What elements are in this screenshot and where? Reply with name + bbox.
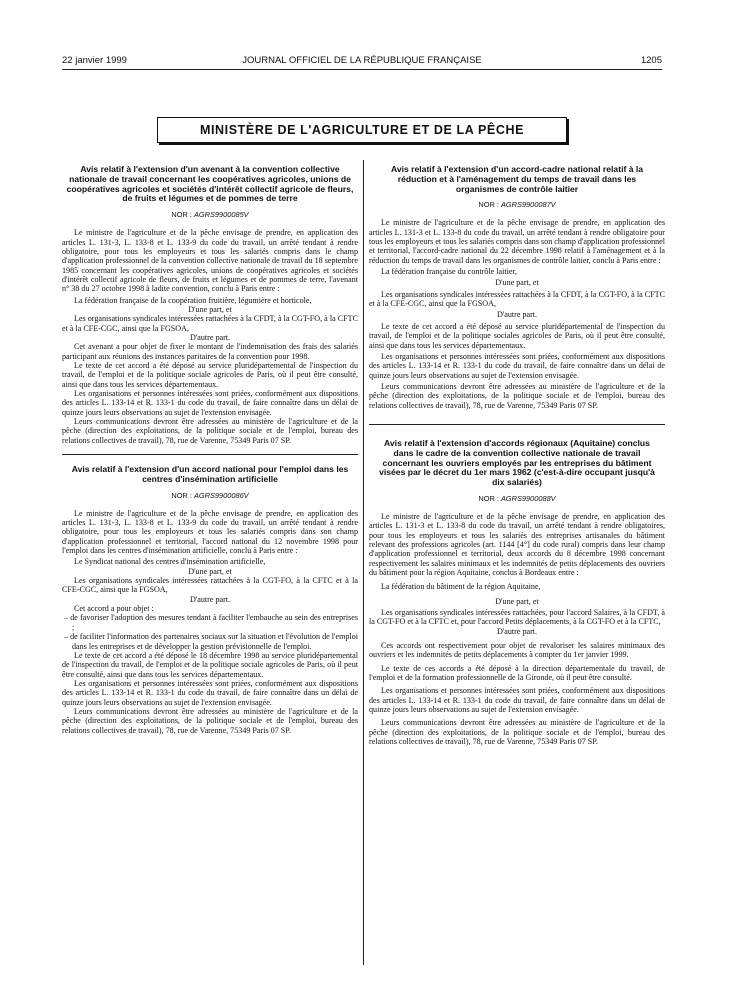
nor-code: AGRS9900088V [500, 493, 556, 503]
paragraph: Leurs communications devront être adressées au ministère de l'agriculture et de la pêche (direction des exploitations, de la politique sociale et de l'emploi, bureau des relations collectives de travail), 78, rue de Varenne, 75349 Paris 07 SP. [369, 381, 665, 410]
paragraph: Les organisations syndicales intéressées rattachées, pour l'accord Salaires, à la CFDT, à la CGT-FO et à la CFTC et, pour l'accord Petits déplacements, à la CGT-FO et à la CFTC, [369, 608, 665, 627]
article-separator [369, 424, 665, 425]
paragraph: Le texte de cet accord a été déposé le 18 décembre 1998 au service pluridépartemental de l'inspection du travail, de l'emploi et de la politique sociale agricoles de Paris, où il peut être consulté, ainsi que dans tous les services départementaux. [62, 650, 358, 679]
paragraph: D'une part, et [188, 304, 232, 314]
nor-label: NOR : [478, 200, 501, 210]
paragraph: Leurs communications devront être adressées au ministère de l'agriculture et de la pêche (direction des exploitations, de la politique sociale et de l'emploi, bureau des relations collectives de travail), 78, rue de Varenne, 75349 Paris 07 SP. [62, 417, 358, 445]
article-title: Avis relatif à l'extension d'un accord-cadre national relatif à la réduction et à l'aménagement du temps de travail dans les organismes de contrôle laitier [390, 164, 644, 194]
paragraph: D'autre part. [496, 626, 538, 636]
paragraph: Les organisations syndicales intéressées rattachées à la CGT-FO, à la CFTC et à la CFE-CGC, ainsi que la FGSOA, [62, 576, 358, 595]
article-title: Avis relatif à l'extension d'un accord national pour l'emploi dans les centres d'insémination artificielle [71, 464, 349, 484]
page-header [62, 55, 662, 69]
paragraph: Cet accord a pour objet : [74, 604, 154, 614]
paragraph: Le texte de ces accords a été déposé à la direction départementale du travail, de l'emploi et de la formation professionnelle de la Gironde, où il peut être consulté. [369, 663, 665, 683]
paragraph: Les organisations et personnes intéressées sont priées, conformément aux dispositions des articles L. 133-14 et R. 133-1 du code du travail, de faire connaître dans un délai de quinze jours leurs observations au sujet de l'extension envisagée. [369, 351, 665, 380]
paragraph: Le ministre de l'agriculture et de la pêche envisage de prendre, en application des articles L. 131-3 et L. 133-8 du code du travail, un arrêté tendant à rendre obligatoire pour tous les employeurs et tous les salariés compris dans son champ d'application professionnel et territorial, l'accord-cadre national du 22 décembre 1998 relatif à l'aménagement et à la réduction du temps de travail dans les organismes de contrôle laitier, conclu à Paris entre : [369, 218, 665, 265]
right-column [369, 165, 665, 746]
paragraph: D'autre part. [189, 332, 231, 342]
paragraph: Le texte de cet accord a été déposé au service pluridépartemental de l'inspection du travail, de l'emploi et de la politique sociales agricoles de Paris, où il peut être consulté, ainsi que dans tous les services départementaux. [369, 321, 665, 350]
column-divider [363, 160, 364, 965]
left-column [62, 165, 358, 735]
nor-label: NOR : [171, 210, 194, 220]
ministry-heading: MINISTÈRE DE L'AGRICULTURE ET DE LA PÊCHE [157, 117, 567, 143]
article-3 [369, 165, 665, 410]
nor-label: NOR : [478, 493, 501, 503]
paragraph: Les organisations syndicales intéressées rattachées à la CFDT, à la CGT-FO, à la CFTC et à la CFE-CGC, ainsi que la FGSOA, [62, 314, 358, 333]
paragraph: D'une part, et [188, 566, 232, 576]
paragraph: Le ministre de l'agriculture et de la pêche envisage de prendre, en application des articles L. 131-3, L. 133-8 et L. 133-9 du code du travail, un arrêté tendant à rendre obligatoire, pour tous les employeurs et tous les salariés compris dans le champ d'application professionnel de la convention collective nationale de travail du 18 septembre 1985 concernant les coopératives agricoles, unions de coopératives agricoles et sociétés d'intérêt collectif agricole de fleurs, de fruits et légumes et de pommes de terre, l'avenant n° 38 du 27 octobre 1998 à ladite convention, conclu à Paris entre : [62, 228, 358, 294]
header-rule [62, 69, 662, 70]
issue-date: 22 janvier 1999 [62, 55, 127, 66]
paragraph: Les organisations et personnes intéressées sont priées, conformément aux dispositions des articles L. 133-14 et R. 133-1 du code du travail, de faire connaître dans un délai de quinze jours leurs observations au sujet de l'extension envisagée. [62, 678, 358, 707]
journal-title: JOURNAL OFFICIEL DE LA RÉPUBLIQUE FRANÇAISE [242, 55, 482, 66]
nor-label: NOR : [171, 490, 194, 500]
paragraph: La fédération française du contrôle laitier, [381, 267, 517, 277]
paragraph: Cet avenant a pour objet de fixer le montant de l'indemnisation des frais des salariés participant aux réunions des instances paritaires de la convention pour 1998. [62, 342, 358, 361]
paragraph: Ces accords ont respectivement pour objet de revaloriser les salaires minimaux des ouvriers et les indemnités de petits déplacements à compter du 1er janvier 1999. [369, 641, 665, 660]
paragraph: La fédération française de la coopération fruitière, légumière et horticole, [74, 295, 312, 305]
paragraph: Le ministre de l'agriculture et de la pêche envisage de prendre, en application des articles L. 131-3 et L. 133-8 du code du travail, un arrêté tendant à rendre obligatoires, pour tous les employeurs et tous les salariés des entreprises artisanales du bâtiment relevant des professions agricoles (art. 1144 [4°] du code rural) compris dans leur champ d'application professionnel et territorial, deux accords du 8 décembre 1998 concernant respectivement les salaires minimaux et les indemnités de petits déplacements des ouvriers du bâtiment pour la région Aquitaine, conclus à Bordeaux entre : [369, 511, 665, 577]
paragraph: D'une part, et [495, 596, 539, 606]
paragraph: La fédération du bâtiment de la région Aquitaine, [381, 582, 541, 592]
article-title: Avis relatif à l'extension d'accords régionaux (Aquitaine) conclus dans le cadre de la convention collective nationale de travail concernant les ouvriers employés par les entreprises du bâtiment visées par le décret du 1er mars 1962 (c'est-à-dire occupant jusqu'à dix salariés) [379, 437, 655, 488]
nor-reference [369, 200, 665, 209]
paragraph: Les organisations et personnes intéressées sont priées, conformément aux dispositions des articles L. 133-14 et R. 133-1 du code du travail, de faire connaître dans un délai de quinze jours leurs observations au sujet de l'extension envisagée. [62, 389, 358, 417]
nor-code: AGRS9900085V [193, 210, 249, 220]
paragraph: Leurs communications devront être adressées au ministère de l'agriculture et de la pêche (direction des exploitations, de la politique sociale et de l'emploi, bureau des relations collectives de travail), 78, rue de Varenne, 75349 Paris 07 SP. [369, 718, 665, 747]
article-separator [62, 454, 358, 455]
paragraph: Les organisations syndicales intéressées rattachées à la CFDT, à la CGT-FO, à la CFTC et à la CFE-CGC, ainsi que la FGSOA, [369, 289, 665, 309]
article-4 [369, 439, 665, 747]
article-title: Avis relatif à l'extension d'un avenant à la convention collective nationale de travail concernant les coopératives agricoles, unions de coopératives agricoles et sociétés d'intérêt collectif agricole de fleurs, de fruits et légumes et de pommes de terre [66, 164, 354, 204]
paragraph: Le texte de cet accord a été déposé au service pluridépartemental de l'inspection du travail, de l'emploi et de la politique sociale agricoles de Paris, où il peut être consulté, ainsi que dans tous les services départementaux. [62, 361, 358, 389]
paragraph: D'autre part. [189, 594, 231, 604]
paragraph: D'autre part. [496, 310, 538, 320]
list-item: – de faciliter l'information des partenaires sociaux sur la situation et l'évolution de l'emploi dans les entreprises et de développer la gestion prévisionnelle de l'emploi. [64, 632, 358, 651]
paragraph: Les organisations et personnes intéressées sont priées, conformément aux dispositions des articles L. 133-14 et R. 133-1 du code du travail, de faire connaître dans un délai de quinze jours leurs observations au sujet de l'extension envisagée. [369, 686, 665, 715]
list-item: – de favoriser l'adoption des mesures tendant à faciliter l'embauche au sein des entreprises ; [64, 613, 358, 632]
nor-code: AGRS9900086V [193, 490, 249, 500]
article-1 [62, 165, 358, 445]
nor-code: AGRS9900087V [500, 200, 556, 210]
nor-reference [62, 210, 358, 219]
paragraph: Leurs communications devront être adressées au ministère de l'agriculture et de la pêche (direction des exploitations, de la politique sociale et de l'emploi, bureau des relations collectives de travail), 78, rue de Varenne, 75349 Paris 07 SP. [62, 706, 358, 735]
paragraph: Le ministre de l'agriculture et de la pêche envisage de prendre, en application des articles L. 131-3, L. 133-8 et L. 133-9 du code du travail, un arrêté tendant à rendre obligatoire, pour tous les employeurs et tous les salariés compris dans son champ d'application professionnel et territorial, l'accord national du 12 novembre 1998 pour l'emploi dans les centres d'insémination artificielle, conclu à Paris entre : [62, 508, 358, 556]
nor-reference [62, 491, 358, 500]
paragraph: D'une part, et [495, 278, 539, 288]
article-2 [62, 465, 358, 735]
objectives-list [62, 613, 358, 650]
nor-reference [369, 494, 665, 503]
paragraph: Le Syndicat national des centres d'insémination artificielle, [74, 557, 266, 567]
page-number: 1205 [640, 55, 662, 66]
